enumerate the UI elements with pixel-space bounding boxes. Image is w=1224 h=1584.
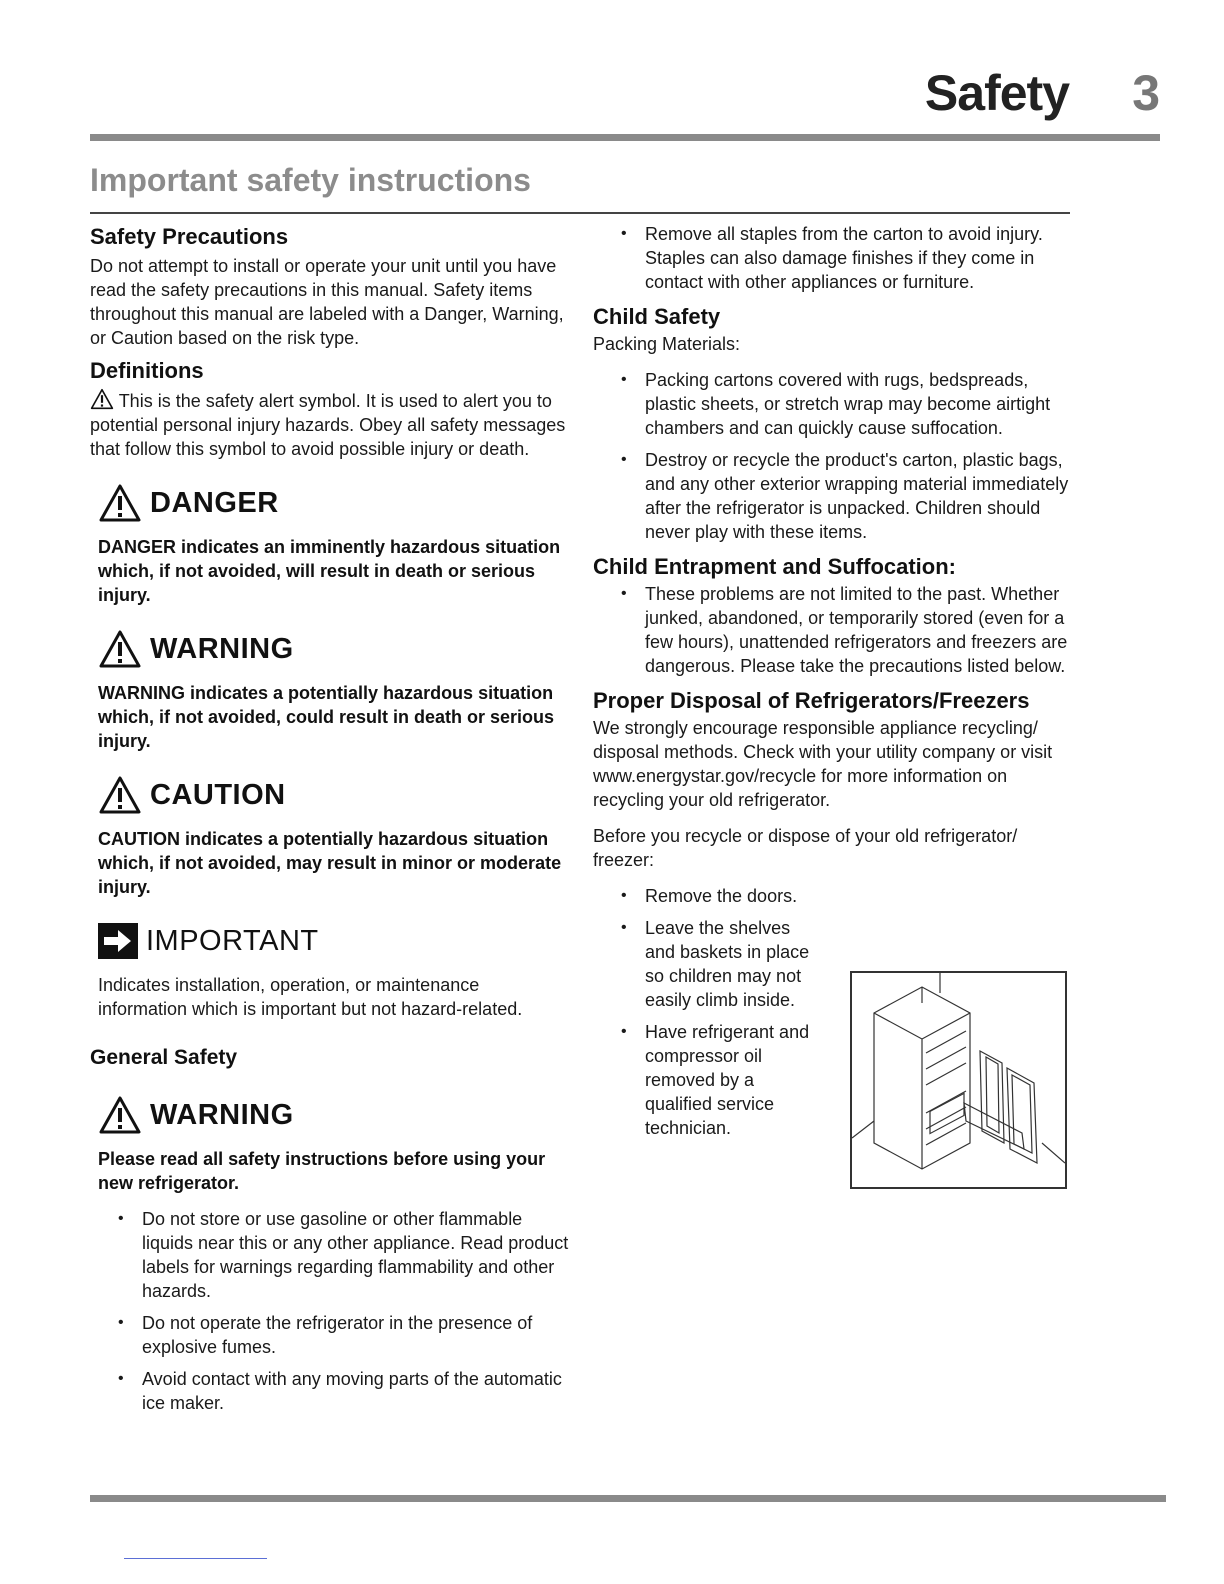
warning-alert-icon <box>98 629 142 669</box>
header-rule <box>90 134 1160 141</box>
danger-signal <box>98 483 570 523</box>
disposal-list <box>593 884 823 1140</box>
disposal-text-2: Before you recycle or dispose of your old refrigerator/ freezer: <box>593 826 1018 870</box>
footer-link-line <box>124 1558 267 1559</box>
section-title: Important safety instructions <box>90 162 531 198</box>
safety-alert-icon <box>90 388 114 410</box>
list-item: • Remove the doors. <box>593 884 823 908</box>
entrapment-list <box>593 582 1073 678</box>
disposal-heading: Proper Disposal of Refrigerators/Freezers <box>593 688 1030 713</box>
general-safety-heading: General Safety <box>90 1046 238 1069</box>
list-item: • Remove all staples from the carton to avoid injury. Staples can also damage finishes if they come in contact with other appliances or furniture. <box>593 222 1073 294</box>
caution-alert-icon <box>98 775 142 815</box>
list-item: • Do not store or use gasoline or other flammable liquids near this or any other appliance. Read product labels for warnings regarding flammability and other hazards. <box>90 1207 570 1303</box>
warning-text: WARNING indicates a potentially hazardous situation which, if not avoided, could result in death or serious injury. <box>98 683 555 751</box>
page-number: 3 <box>1132 65 1160 121</box>
warning-alert-icon <box>98 1095 142 1135</box>
important-arrow-icon <box>98 923 138 959</box>
page-header-title: Safety <box>924 65 1069 121</box>
important-text: Indicates installation, operation, or maintenance information which is important but not hazard-related. <box>98 975 523 1019</box>
disposal-text-1: We strongly encourage responsible appliance recycling/ disposal methods. Check with your utility company or visit www.energystar.gov/recycle for more information on recycling your old refrigerator. <box>593 718 1053 810</box>
list-item: • Destroy or recycle the product's carton, plastic bags, and any other exterior wrapping material immediately after the refrigerator is unpacked. Children should never play with these items. <box>593 448 1073 544</box>
definitions-paragraph <box>90 388 570 461</box>
general-warning-signal <box>98 1095 570 1135</box>
list-item: • These problems are not limited to the past. Whether junked, abandoned, or temporarily stored (even for a few hours), unattended refrigerators and freezers are dangerous. Please take the precautions listed below. <box>593 582 1073 678</box>
refrigerator-drawing <box>852 973 1065 1187</box>
entrapment-heading: Child Entrapment and Suffocation: <box>593 554 956 579</box>
list-item: • Leave the shelves and baskets in place so children may not easily climb inside. <box>593 916 823 1012</box>
footer-rule <box>90 1495 1166 1502</box>
danger-label: DANGER <box>150 487 279 519</box>
definitions-heading: Definitions <box>90 358 204 383</box>
refrigerator-illustration <box>850 971 1067 1189</box>
general-warning-text: Please read all safety instructions before using your new refrigerator. <box>98 1149 546 1193</box>
warning-label: WARNING <box>150 633 294 665</box>
caution-label: CAUTION <box>150 779 286 811</box>
list-item: • Do not operate the refrigerator in the presence of explosive fumes. <box>90 1311 570 1359</box>
safety-precautions-text: Do not attempt to install or operate your unit until you have read the safety precautions in this manual. Safety items throughout this manual are labeled with a Danger, Warning, or Caution based on the risk type. <box>90 256 564 348</box>
danger-alert-icon <box>98 483 142 523</box>
caution-text: CAUTION indicates a potentially hazardous situation which, if not avoided, may result in minor or moderate injury. <box>98 829 562 897</box>
child-safety-list <box>593 368 1073 544</box>
warning-signal <box>98 629 570 669</box>
list-item: • Packing cartons covered with rugs, bedspreads, plastic sheets, or stretch wrap may become airtight chambers and can quickly cause suffocation. <box>593 368 1073 440</box>
general-warning-label: WARNING <box>150 1099 294 1131</box>
child-safety-heading: Child Safety <box>593 304 721 329</box>
section-rule <box>90 212 1070 214</box>
safety-precautions-heading: Safety Precautions <box>90 224 289 249</box>
important-signal <box>98 921 570 961</box>
child-safety-intro: Packing Materials: <box>593 334 741 354</box>
caution-signal <box>98 775 570 815</box>
general-safety-list <box>90 1207 570 1415</box>
danger-text: DANGER indicates an imminently hazardous situation which, if not avoided, will result in death or serious injury. <box>98 537 561 605</box>
list-item: • Have refrigerant and compressor oil removed by a qualified service technician. <box>593 1020 823 1140</box>
left-column <box>90 222 570 1423</box>
list-item: • Avoid contact with any moving parts of the automatic ice maker. <box>90 1367 570 1415</box>
definitions-text: This is the safety alert symbol. It is used to alert you to potential personal injury hazards. Obey all safety messages that follow this symbol to avoid possible injury or death. <box>90 391 566 459</box>
staples-list <box>593 222 1073 294</box>
important-label: IMPORTANT <box>146 925 319 957</box>
